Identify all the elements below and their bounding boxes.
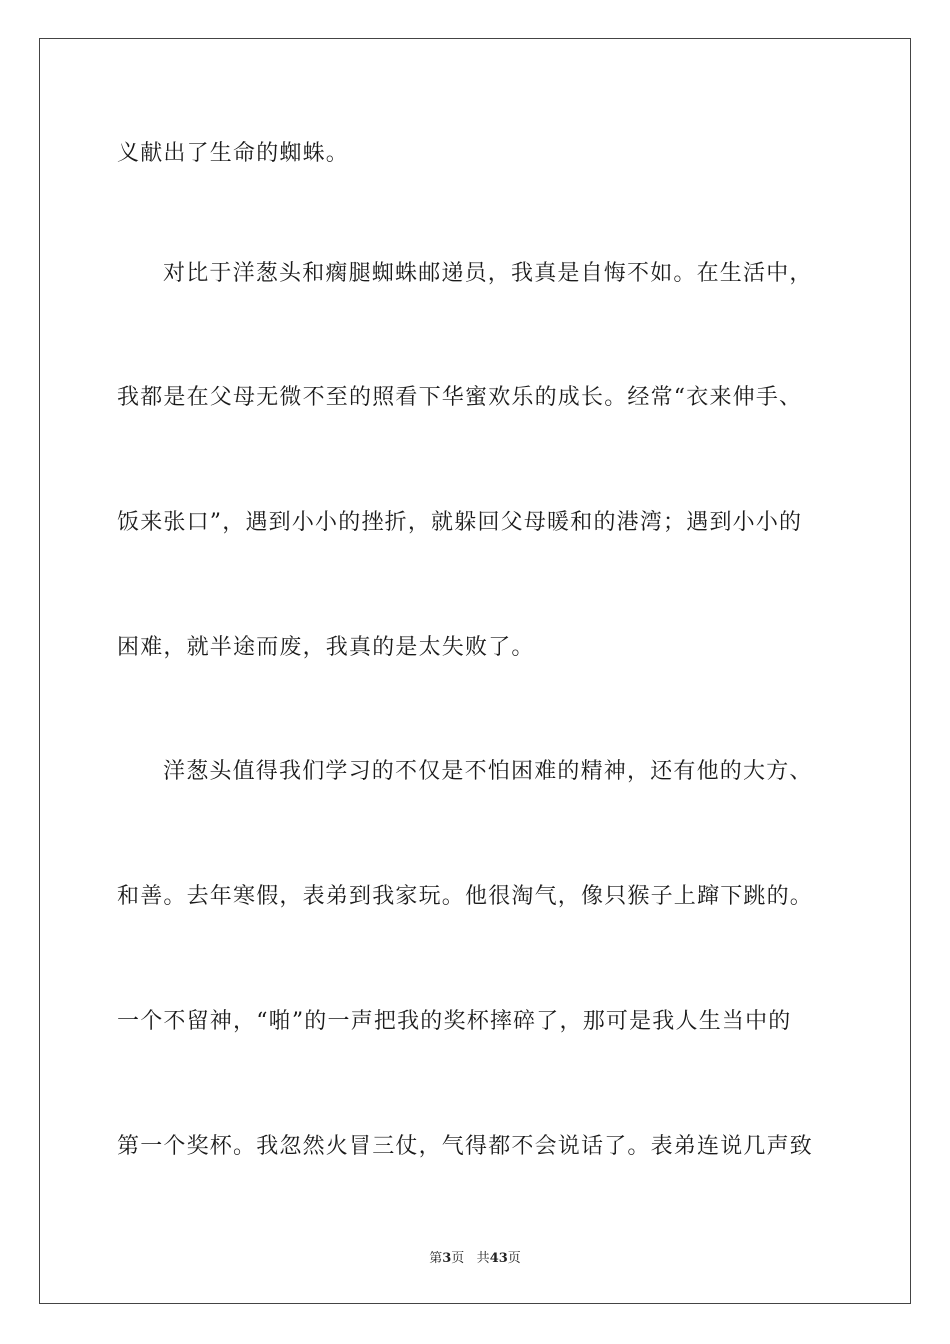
paragraph-start-line: 对比于洋葱头和瘸腿蜘蛛邮递员，我真是自悔不如。在生活中， [163,261,813,286]
page-footer [0,1247,950,1266]
text-line: 饭来张口”，遇到小小的挫折，就躲回父母暖和的港湾；遇到小小的 [117,510,803,535]
footer-page-word: 页 [451,1251,465,1266]
page-border [39,38,911,1304]
total-pages-number: 43 [489,1251,508,1266]
text-line: 和善。去年寒假，表弟到我家玩。他很淘气，像只猴子上蹿下跳的。 [117,884,814,909]
footer-total-suffix: 页 [507,1251,521,1266]
text-line: 一个不留神，“啪”的一声把我的奖杯摔碎了，那可是我人生当中的 [117,1009,792,1034]
footer-prefix: 第 [429,1251,443,1266]
footer-total-prefix: 共 [476,1251,490,1266]
current-page-number: 3 [442,1251,452,1266]
paragraph-start-line: 洋葱头值得我们学习的不仅是不怕困难的精神，还有他的大方、 [163,759,813,784]
text-line: 义献出了生命的蜘蛛。 [117,141,350,166]
text-line: 困难，就半途而废，我真的是太失败了。 [117,635,535,660]
text-line: 我都是在父母无微不至的照看下华蜜欢乐的成长。经常“衣来伸手、 [117,385,803,410]
text-line: 第一个奖杯。我忽然火冒三仗，气得都不会说话了。表弟连说几声致 [117,1134,814,1159]
